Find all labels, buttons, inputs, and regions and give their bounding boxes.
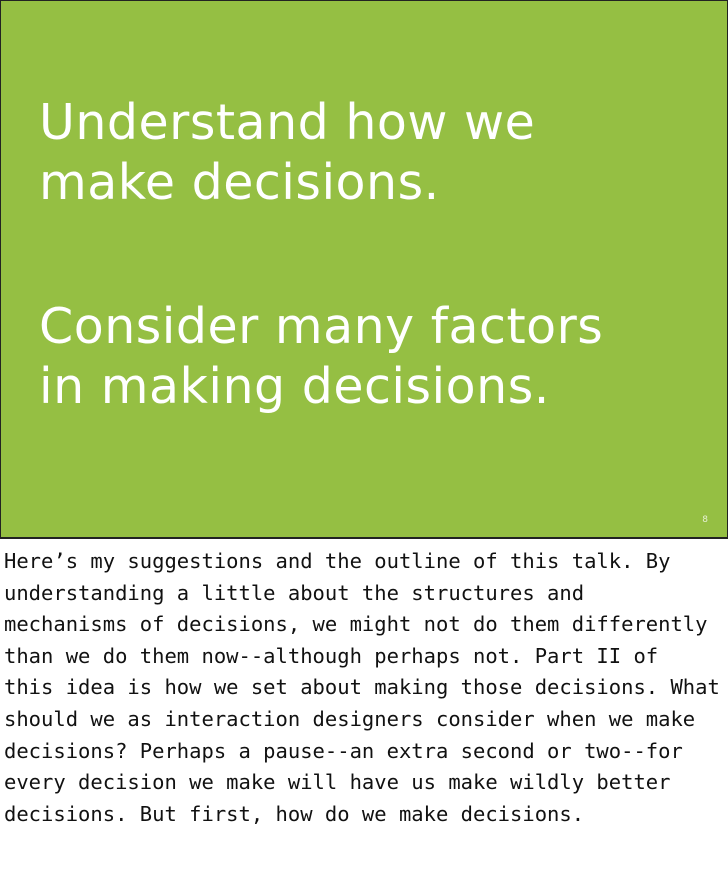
slide-heading-1: Understand how we make decisions. <box>39 94 536 211</box>
slide-page-number: 8 <box>702 515 708 525</box>
slide-heading-2: Consider many factors in making decisions. <box>39 298 604 415</box>
speaker-notes: Here’s my suggestions and the outline of this talk. By understanding a little about the structures and mechanisms of decisions, we might not do them differently than we do them now--although perhaps not. Part II of this idea is how we set about making those decisions. What should we as interaction designers consider when we make decisions? Perhaps a pause--an extra second or two--for every decision we make will have us make wildly better decisions. But first, how do we make decisions. <box>4 549 720 826</box>
